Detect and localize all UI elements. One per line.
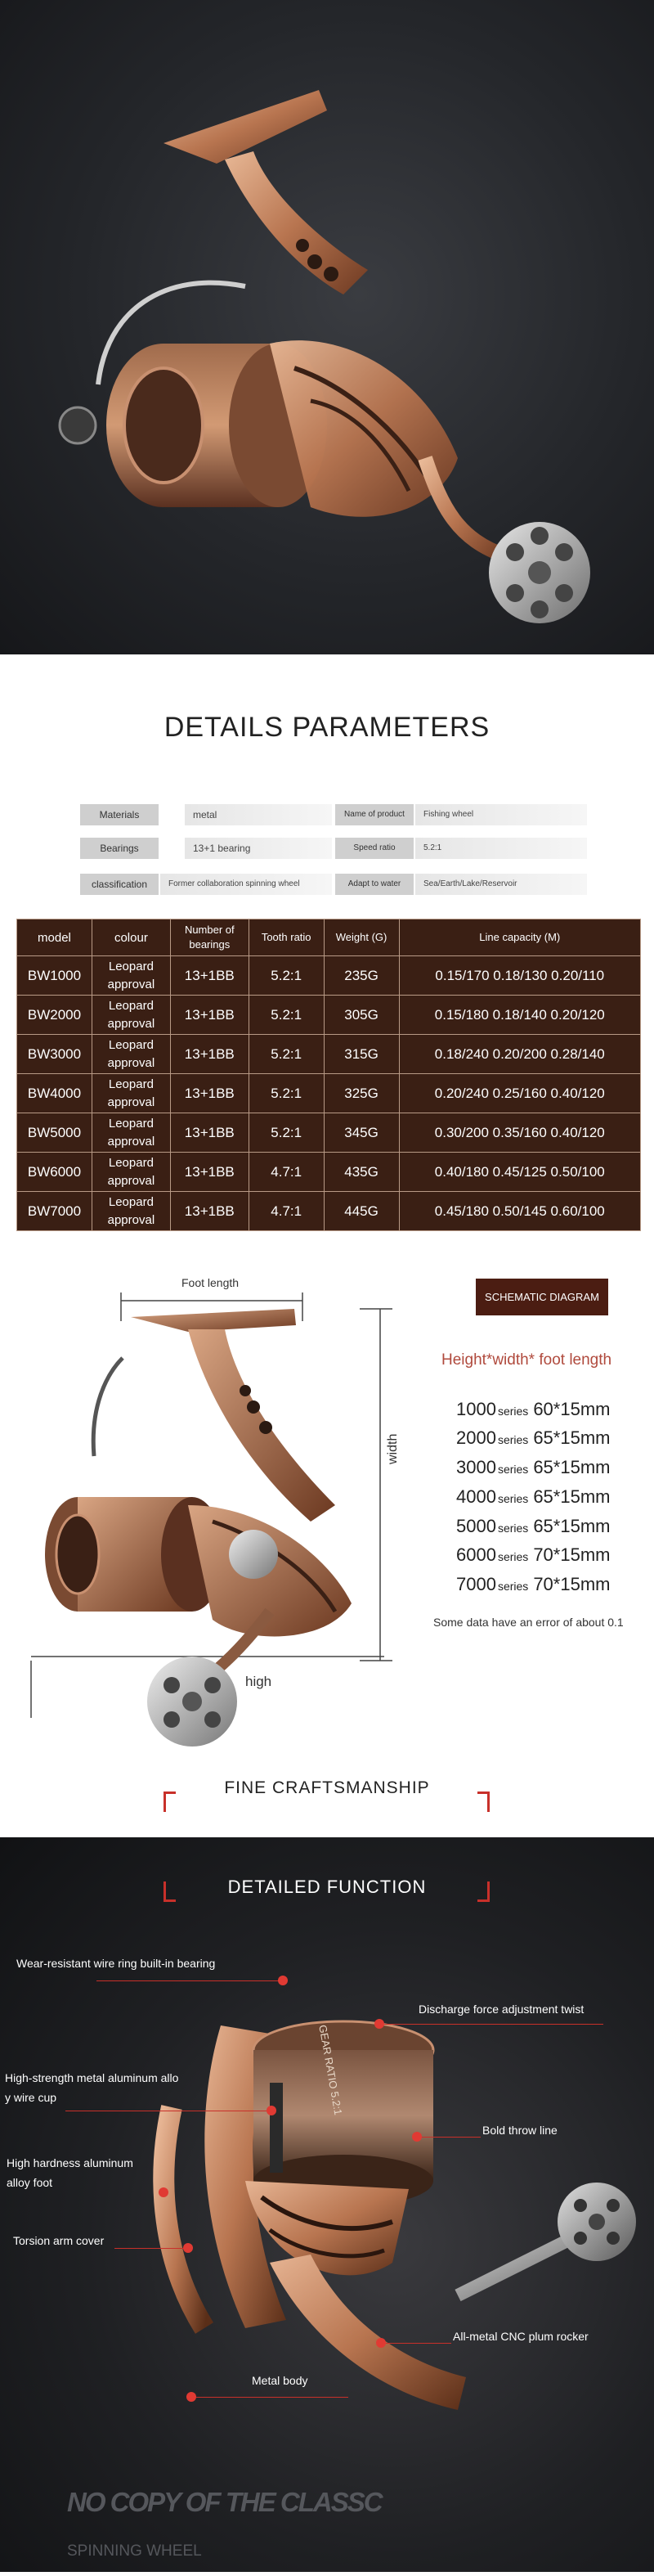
table-cell: BW5000 — [17, 1113, 92, 1153]
table-cell: 5.2:1 — [249, 1074, 324, 1113]
size-row — [456, 1399, 652, 1427]
table-cell: 13+1BB — [170, 1074, 249, 1113]
table-cell: Leopard approval — [92, 956, 170, 996]
size-row — [456, 1574, 652, 1602]
schematic-diagram-badge: SCHEMATIC DIAGRAM — [476, 1279, 608, 1315]
callout-dot — [374, 2019, 384, 2029]
callout-dot — [376, 2338, 386, 2348]
size-dims: 70*15mm — [533, 1574, 611, 1594]
table-cell: BW1000 — [17, 956, 92, 996]
table-cell: BW7000 — [17, 1192, 92, 1231]
callout-dot — [412, 2132, 422, 2142]
table-cell: 5.2:1 — [249, 1035, 324, 1074]
table-cell: 235G — [324, 956, 399, 996]
table-cell: 13+1BB — [170, 1035, 249, 1074]
callout-wire-cup-2: y wire cup — [5, 2091, 57, 2104]
width-label: width — [386, 1433, 400, 1464]
param-value-classification: Former collaboration spinning wheel — [160, 874, 332, 895]
callout-throw-line: Bold throw line — [482, 2124, 558, 2137]
size-row — [456, 1427, 652, 1455]
table-cell: BW2000 — [17, 996, 92, 1035]
table-cell: 0.40/180 0.45/125 0.50/100 — [399, 1153, 641, 1192]
size-dims: 65*15mm — [533, 1486, 611, 1507]
table-header: model — [17, 919, 92, 956]
size-num: 6000 — [456, 1544, 496, 1565]
callout-torsion: Torsion arm cover — [13, 2234, 105, 2247]
schematic-subtitle: Height*width* foot length — [441, 1351, 612, 1369]
table-cell: 13+1BB — [170, 1113, 249, 1153]
callout-wire-cup: High-strength metal aluminum allo — [5, 2071, 179, 2084]
table-cell: 5.2:1 — [249, 1113, 324, 1153]
table-cell: 13+1BB — [170, 1153, 249, 1192]
table-cell: BW3000 — [17, 1035, 92, 1074]
spec-table — [16, 919, 641, 1231]
hero-product-image — [0, 0, 654, 654]
callout-line — [96, 1980, 283, 1981]
callout-line — [383, 2343, 451, 2344]
footer-subtitle: SPINNING WHEEL — [67, 2542, 202, 2560]
table-cell: 13+1BB — [170, 996, 249, 1035]
spool-ratio: 5.2:1 — [328, 2090, 345, 2116]
series-word: series — [497, 1580, 529, 1593]
table-row — [17, 996, 641, 1035]
size-num: 1000 — [456, 1399, 496, 1419]
callout-line — [383, 2024, 603, 2025]
details-parameters-title: DETAILS PARAMETERS — [164, 712, 490, 743]
size-num: 2000 — [456, 1427, 496, 1448]
size-num: 3000 — [456, 1457, 496, 1477]
table-cell: 0.30/200 0.35/160 0.40/120 — [399, 1113, 641, 1153]
callout-discharge: Discharge force adjustment twist — [419, 2003, 585, 2016]
size-row — [456, 1486, 652, 1514]
callout-foot-2: alloy foot — [7, 2176, 53, 2189]
table-row — [17, 1113, 641, 1153]
detailed-function-title: DETAILED FUNCTION — [227, 1877, 427, 1897]
fishing-reel-image — [0, 0, 654, 654]
param-value-speed: 5.2:1 — [415, 838, 587, 859]
size-row — [456, 1457, 652, 1485]
table-cell: 305G — [324, 996, 399, 1035]
table-row — [17, 1192, 641, 1231]
callout-rocker: All-metal CNC plum rocker — [453, 2330, 589, 2343]
size-row — [456, 1516, 652, 1544]
table-header: Line capacity (M) — [399, 919, 641, 956]
callout-wire-ring: Wear-resistant wire ring built-in bearing — [16, 1957, 216, 1970]
size-dims: 65*15mm — [533, 1457, 611, 1477]
fine-craftsmanship-title: FINE CRAFTSMANSHIP — [224, 1778, 430, 1797]
size-dims: 60*15mm — [533, 1399, 611, 1419]
param-value-water: Sea/Earth/Lake/Reservoir — [415, 874, 587, 895]
callout-foot: High hardness aluminum — [7, 2156, 133, 2169]
table-cell: 345G — [324, 1113, 399, 1153]
series-word: series — [497, 1405, 529, 1418]
fishing-reel-schematic-image — [0, 1260, 441, 1751]
table-cell: Leopard approval — [92, 1192, 170, 1231]
table-cell: 325G — [324, 1074, 399, 1113]
table-cell: 0.45/180 0.50/145 0.60/100 — [399, 1192, 641, 1231]
table-cell: Leopard approval — [92, 1153, 170, 1192]
callout-dot — [267, 2106, 276, 2115]
callout-line — [114, 2248, 185, 2249]
table-cell: Leopard approval — [92, 1074, 170, 1113]
foot-length-label: Foot length — [181, 1276, 240, 1289]
table-header: Number of bearings — [170, 919, 249, 956]
param-value-product: Fishing wheel — [415, 804, 587, 825]
table-cell: 13+1BB — [170, 956, 249, 996]
series-word: series — [497, 1522, 529, 1535]
table-cell: 315G — [324, 1035, 399, 1074]
table-cell: 0.15/180 0.18/140 0.20/120 — [399, 996, 641, 1035]
table-cell: Leopard approval — [92, 1035, 170, 1074]
schematic-drawing — [0, 1260, 441, 1751]
param-label-bearings: Bearings — [80, 838, 159, 859]
param-label-product: Name of product — [335, 804, 414, 825]
table-header: Tooth ratio — [249, 919, 324, 956]
param-label-speed: Speed ratio — [335, 838, 414, 859]
table-cell: 445G — [324, 1192, 399, 1231]
series-word: series — [497, 1433, 529, 1446]
table-cell: 4.7:1 — [249, 1153, 324, 1192]
spool-text: GEAR RATIO — [316, 2024, 340, 2090]
table-row — [17, 956, 641, 996]
size-dims: 65*15mm — [533, 1516, 611, 1536]
callout-dot — [278, 1976, 288, 1985]
table-row — [17, 1153, 641, 1192]
series-word: series — [497, 1550, 529, 1563]
fishing-reel-detail-image — [0, 1837, 654, 2572]
table-cell: 0.20/240 0.25/160 0.40/120 — [399, 1074, 641, 1113]
series-word: series — [497, 1492, 529, 1505]
param-label-water: Adapt to water — [335, 874, 414, 895]
schematic-note: Some data have an error of about 0.1 — [433, 1616, 624, 1629]
table-cell: 4.7:1 — [249, 1192, 324, 1231]
table-cell: 5.2:1 — [249, 956, 324, 996]
table-row — [17, 1074, 641, 1113]
param-label-classification: classification — [80, 874, 159, 895]
table-cell: 435G — [324, 1153, 399, 1192]
size-row — [456, 1544, 652, 1572]
size-dims: 65*15mm — [533, 1427, 611, 1448]
table-cell: 0.15/170 0.18/130 0.20/110 — [399, 956, 641, 996]
table-cell: Leopard approval — [92, 996, 170, 1035]
table-header: Weight (G) — [324, 919, 399, 956]
high-label: high — [245, 1674, 272, 1689]
param-label-materials: Materials — [80, 804, 159, 825]
table-row — [17, 1035, 641, 1074]
table-cell: 13+1BB — [170, 1192, 249, 1231]
callout-metal-body: Metal body — [252, 2374, 308, 2387]
table-cell: BW6000 — [17, 1153, 92, 1192]
table-cell: BW4000 — [17, 1074, 92, 1113]
size-num: 4000 — [456, 1486, 496, 1507]
param-value-bearings: 13+1 bearing — [185, 838, 332, 859]
size-num: 5000 — [456, 1516, 496, 1536]
size-num: 7000 — [456, 1574, 496, 1594]
table-header-row — [17, 919, 641, 956]
callout-line — [419, 2137, 481, 2138]
callout-dot — [186, 2392, 196, 2402]
callout-dot — [183, 2243, 193, 2253]
callout-line — [193, 2397, 348, 2398]
param-value-materials: metal — [185, 804, 332, 825]
table-cell: Leopard approval — [92, 1113, 170, 1153]
table-cell: 0.18/240 0.20/200 0.28/140 — [399, 1035, 641, 1074]
table-header: colour — [92, 919, 170, 956]
detailed-function-section — [0, 1837, 654, 2572]
footer-slogan: NO COPY OF THE CLASSC — [67, 2487, 382, 2517]
series-word: series — [497, 1463, 529, 1476]
table-cell: 5.2:1 — [249, 996, 324, 1035]
size-dims: 70*15mm — [533, 1544, 611, 1565]
callout-dot — [159, 2187, 168, 2197]
